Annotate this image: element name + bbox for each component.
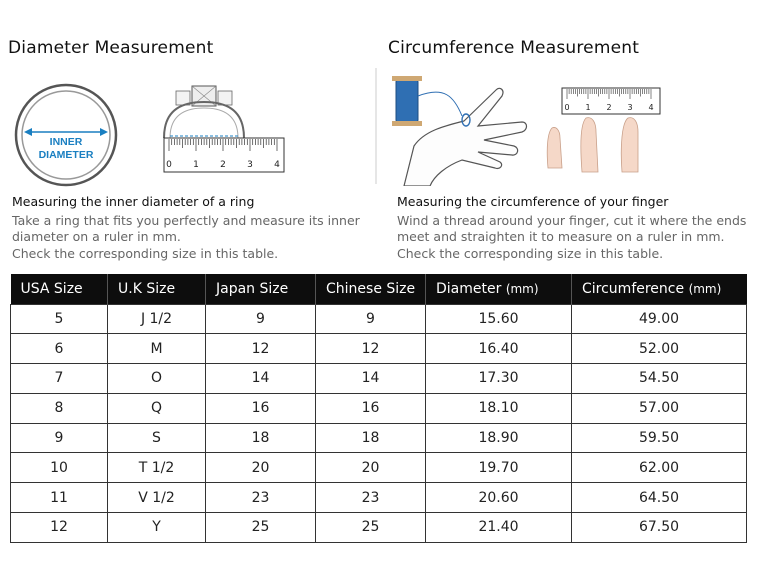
table-cell: 64.50 xyxy=(572,483,747,513)
table-cell: 9 xyxy=(206,304,316,334)
finger-ruler-label-2: 2 xyxy=(606,103,612,112)
table-cell: 18 xyxy=(206,423,316,453)
table-cell: 23 xyxy=(316,483,426,513)
inner-label-line1: INNER xyxy=(49,136,83,148)
table-cell: 20.60 xyxy=(426,483,572,513)
ruler-label-0: 0 xyxy=(166,160,172,170)
table-row xyxy=(11,364,747,394)
table-cell: 6 xyxy=(11,334,108,364)
table-cell: 25 xyxy=(206,513,316,543)
table-cell: 57.00 xyxy=(572,393,747,423)
diameter-caption-tail: Check the corresponding size in this table. xyxy=(12,245,279,261)
header-chinese-size: Chinese Size xyxy=(316,274,426,304)
table-cell: 67.50 xyxy=(572,513,747,543)
table-cell: 14 xyxy=(206,364,316,394)
header-usa-size: USA Size xyxy=(11,274,108,304)
finger-ruler-label-0: 0 xyxy=(564,103,570,112)
hand-with-thread-illustration xyxy=(374,66,534,186)
table-cell: 20 xyxy=(316,453,426,483)
table-cell: 12 xyxy=(206,334,316,364)
table-cell: J 1/2 xyxy=(108,304,206,334)
diameter-caption xyxy=(12,194,382,262)
table-cell: 20 xyxy=(206,453,316,483)
table-cell: 25 xyxy=(316,513,426,543)
header-circumference: Circumference (mm) xyxy=(572,274,747,304)
ring-on-ruler-illustration xyxy=(150,78,290,178)
table-cell: 16 xyxy=(206,393,316,423)
table-cell: M xyxy=(108,334,206,364)
circumference-caption-tail: Check the corresponding size in this table. xyxy=(397,245,664,261)
ruler-label-1: 1 xyxy=(193,160,199,170)
circumference-section-title: Circumference Measurement xyxy=(388,38,640,58)
table-cell: 7 xyxy=(11,364,108,394)
table-cell: 18.90 xyxy=(426,423,572,453)
table-cell: S xyxy=(108,423,206,453)
circumference-caption-body: Wind a thread around your finger, cut it where the ends meet and straighten it to measure on a ruler in mm. xyxy=(397,212,747,244)
table-cell: V 1/2 xyxy=(108,483,206,513)
diameter-caption-lead: Measuring the inner diameter of a ring xyxy=(12,194,255,209)
table-cell: 12 xyxy=(316,334,426,364)
table-cell: 8 xyxy=(11,393,108,423)
table-cell: 21.40 xyxy=(426,513,572,543)
circumference-caption-lead: Measuring the circumference of your finger xyxy=(397,194,669,209)
table-cell: Y xyxy=(108,513,206,543)
table-row xyxy=(11,513,747,543)
table-cell: 59.50 xyxy=(572,423,747,453)
diameter-section-title: Diameter Measurement xyxy=(8,38,214,58)
table-row xyxy=(11,423,747,453)
finger-on-ruler-illustration xyxy=(540,86,670,174)
table-row xyxy=(11,393,747,423)
table-cell: 18 xyxy=(316,423,426,453)
table-cell: 14 xyxy=(316,364,426,394)
table-cell: 15.60 xyxy=(426,304,572,334)
table-cell: Q xyxy=(108,393,206,423)
table-cell: 18.10 xyxy=(426,393,572,423)
table-cell: T 1/2 xyxy=(108,453,206,483)
table-row xyxy=(11,334,747,364)
table-cell: 10 xyxy=(11,453,108,483)
table-cell: 49.00 xyxy=(572,304,747,334)
header-japan-size: Japan Size xyxy=(206,274,316,304)
ring-size-table xyxy=(10,274,747,543)
finger-ruler-label-1: 1 xyxy=(585,103,591,112)
ruler-label-3: 3 xyxy=(247,160,253,170)
finger-ruler-label-3: 3 xyxy=(627,103,633,112)
table-row xyxy=(11,483,747,513)
circumference-caption xyxy=(397,194,757,262)
table-header-row xyxy=(11,274,747,304)
table-cell: 9 xyxy=(11,423,108,453)
table-cell: 5 xyxy=(11,304,108,334)
table-cell: 16.40 xyxy=(426,334,572,364)
table-cell: 52.00 xyxy=(572,334,747,364)
ruler-label-2: 2 xyxy=(220,160,226,170)
diameter-caption-body: Take a ring that fits you perfectly and measure its inner diameter on a ruler in mm. xyxy=(12,212,360,244)
inner-diameter-ring-illustration xyxy=(8,82,128,192)
table-cell: 54.50 xyxy=(572,364,747,394)
finger-ruler-label-4: 4 xyxy=(648,103,654,112)
header-diameter: Diameter (mm) xyxy=(426,274,572,304)
table-cell: 11 xyxy=(11,483,108,513)
header-uk-size: U.K Size xyxy=(108,274,206,304)
table-cell: 62.00 xyxy=(572,453,747,483)
table-cell: 12 xyxy=(11,513,108,543)
table-row xyxy=(11,304,747,334)
table-cell: 16 xyxy=(316,393,426,423)
table-cell: 9 xyxy=(316,304,426,334)
table-cell: 17.30 xyxy=(426,364,572,394)
ruler-label-4: 4 xyxy=(274,160,280,170)
table-cell: 19.70 xyxy=(426,453,572,483)
table-cell: 23 xyxy=(206,483,316,513)
inner-label-line2: DIAMETER xyxy=(38,149,94,161)
table-cell: O xyxy=(108,364,206,394)
table-row xyxy=(11,453,747,483)
